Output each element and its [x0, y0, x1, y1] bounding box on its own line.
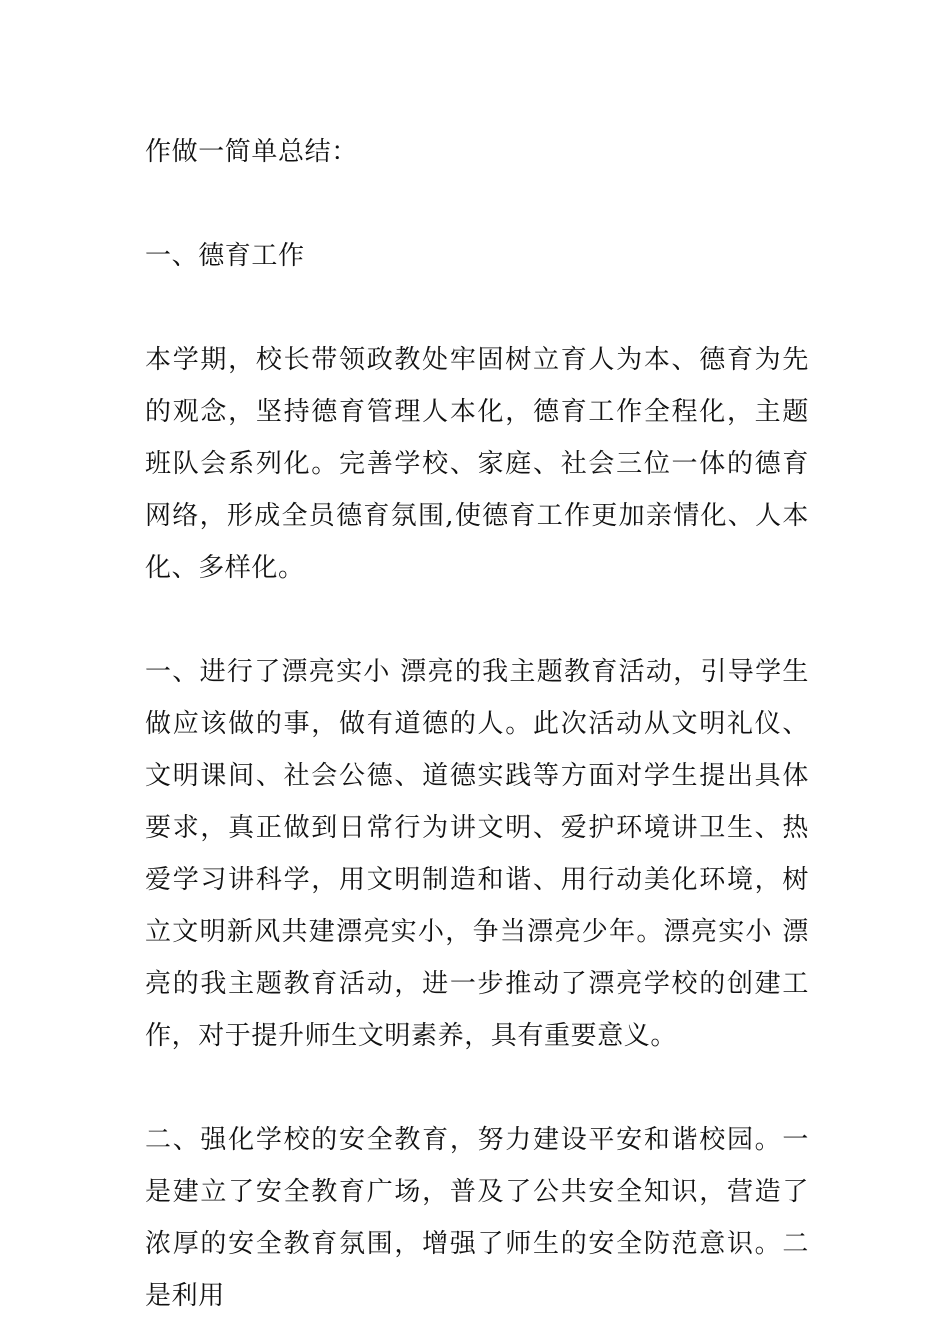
- section-heading-moral-education: 一、德育工作: [145, 241, 305, 271]
- paragraph-safety-education: 二、强化学校的安全教育，努力建设平安和谐校园。一是建立了安全教育广场，普及了公共安全知识，营造了浓厚的安全教育氛围，增强了师生的安全防范意识。二是利用: [145, 1125, 809, 1311]
- paragraph-theme-activity: 一、进行了漂亮实小 漂亮的我主题教育活动，引导学生做应该做的事，做有道德的人。此次活动从文明礼仪、文明课间、社会公德、道德实践等方面对学生提出具体要求，真正做到日常行为讲文明、爱护环境讲卫生、热爱学习讲科学，用文明制造和谐、用行动美化环境，树立文明新风共建漂亮实小，争当漂亮少年。漂亮实小 漂亮的我主题教育活动，进一步推动了漂亮学校的创建工作，对于提升师生文明素养，具有重要意义。: [145, 657, 809, 1051]
- intro-line: 作做一简单总结：: [145, 137, 358, 167]
- paragraph-semester-summary: 本学期，校长带领政教处牢固树立育人为本、德育为先的观念，坚持德育管理人本化，德育工作全程化，主题班队会系列化。完善学校、家庭、社会三位一体的德育网络，形成全员德育氛围,使德育工作更加亲情化、人本化、多样化。: [145, 345, 809, 583]
- document-body: [145, 126, 809, 1322]
